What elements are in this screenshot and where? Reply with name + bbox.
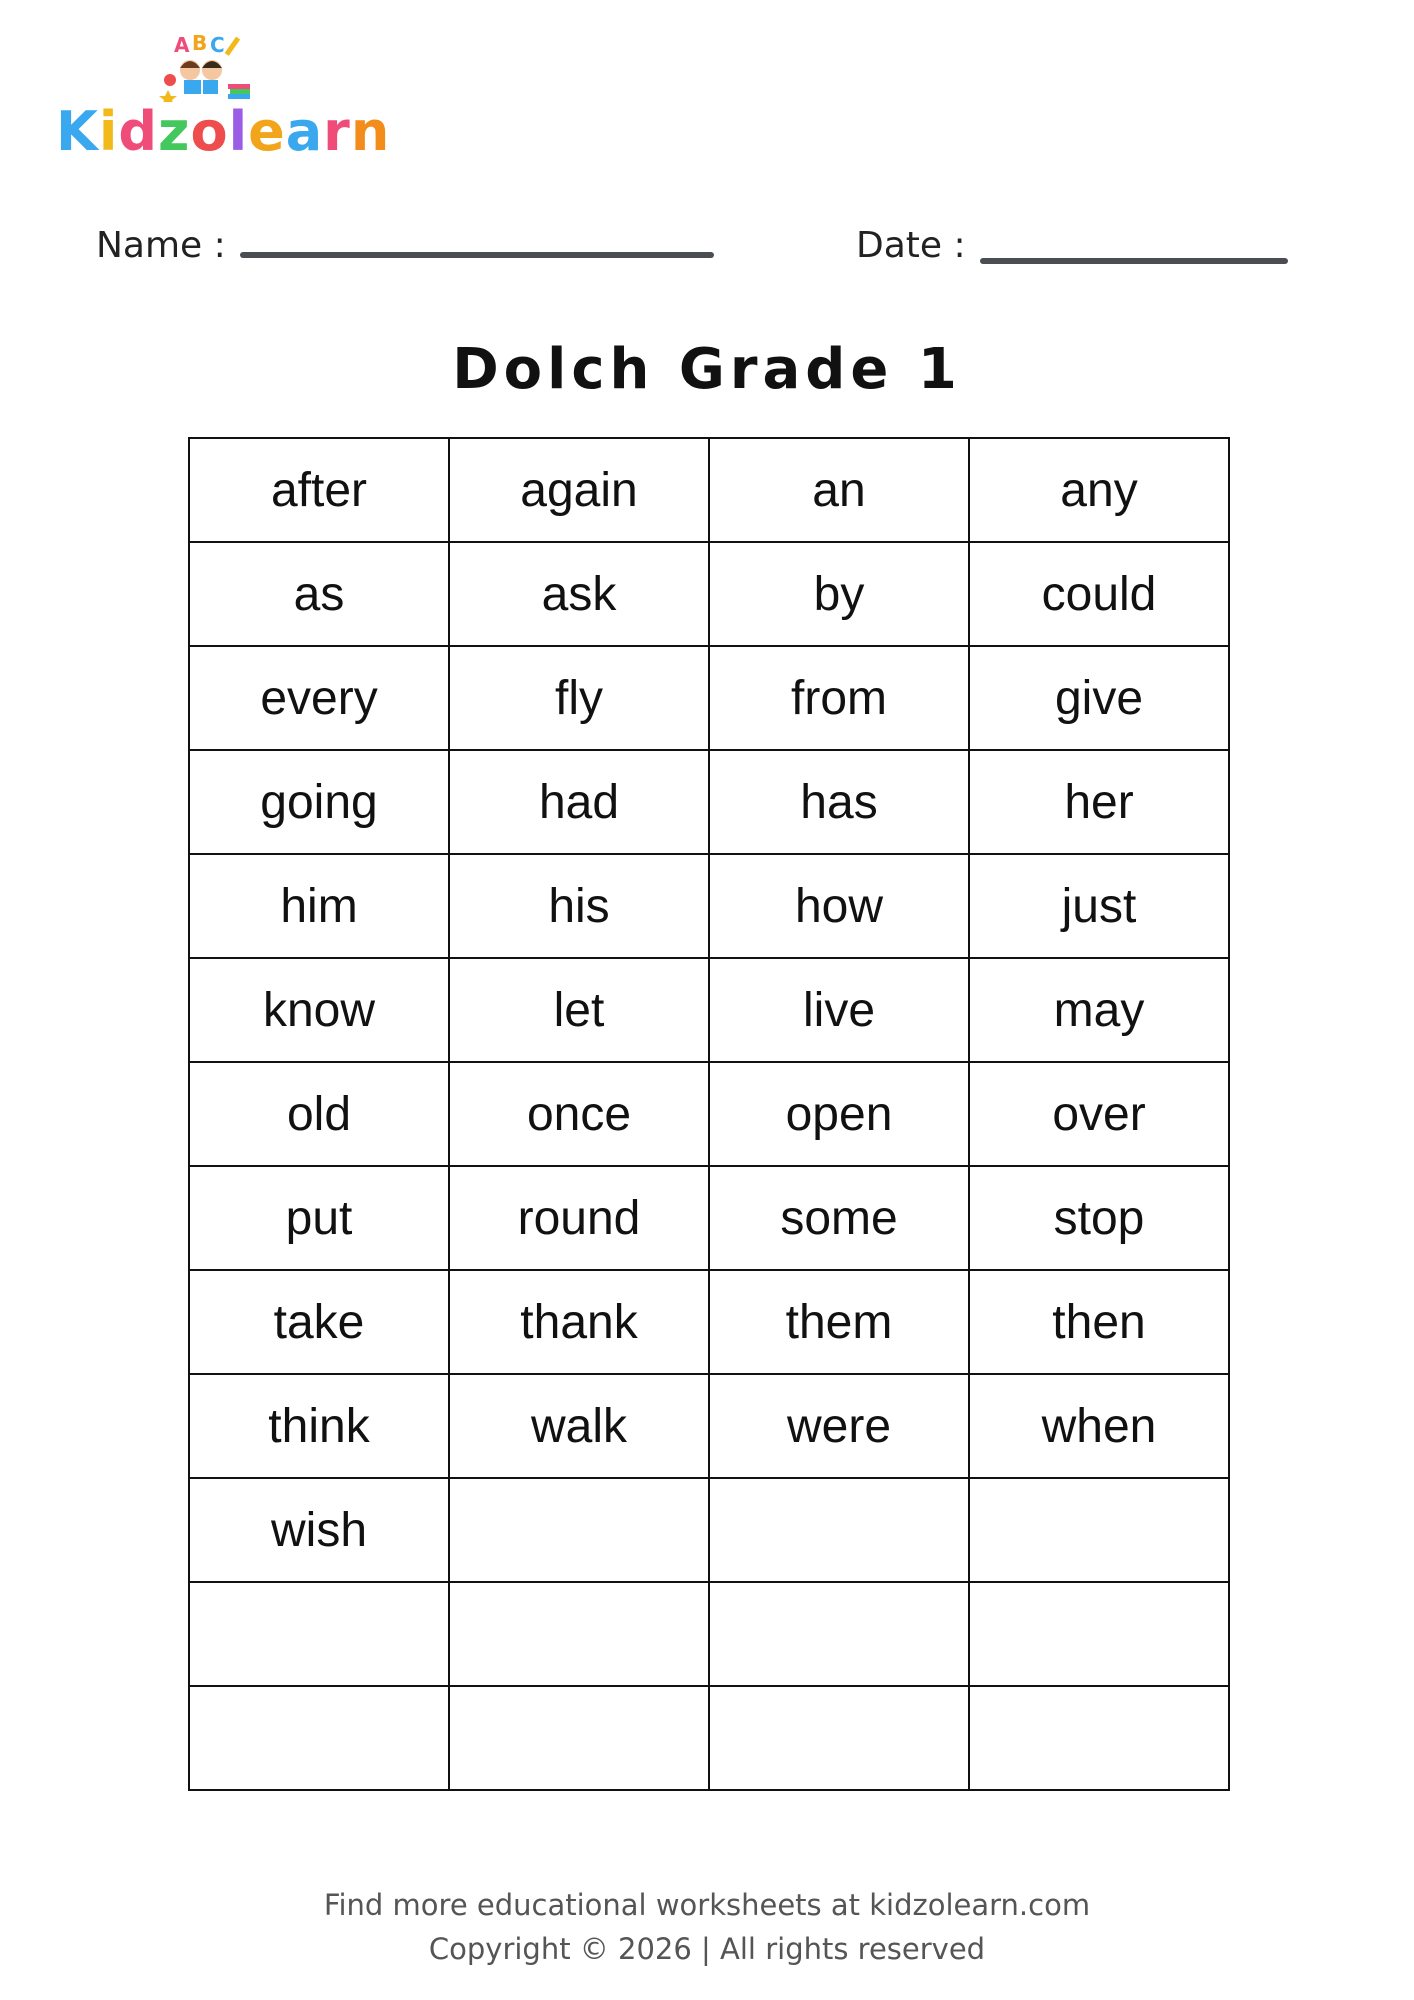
word-cell: by (709, 542, 969, 646)
word-cell: them (709, 1270, 969, 1374)
word-cell: take (189, 1270, 449, 1374)
word-cell: just (969, 854, 1229, 958)
word-cell: him (189, 854, 449, 958)
word-cell: may (969, 958, 1229, 1062)
word-cell (969, 1686, 1229, 1790)
word-cell: round (449, 1166, 709, 1270)
word-cell: once (449, 1062, 709, 1166)
kidzolearn-logo (52, 30, 391, 163)
svg-text:A: A (174, 33, 190, 57)
word-cell (709, 1686, 969, 1790)
word-cell (449, 1686, 709, 1790)
word-cell: going (189, 750, 449, 854)
word-cell (709, 1478, 969, 1582)
table-row (189, 1270, 1229, 1374)
date-blank-line (980, 258, 1288, 264)
word-cell: were (709, 1374, 969, 1478)
word-cell: think (189, 1374, 449, 1478)
logo-letter: d (118, 100, 159, 163)
word-cell: again (449, 438, 709, 542)
word-cell (449, 1478, 709, 1582)
table-row (189, 1478, 1229, 1582)
logo-letter: r (323, 100, 351, 163)
sight-word-table (188, 437, 1230, 1791)
logo-letter: e (248, 100, 286, 163)
logo-wordmark (56, 102, 390, 162)
word-cell: his (449, 854, 709, 958)
word-cell (189, 1582, 449, 1686)
word-cell: put (189, 1166, 449, 1270)
logo-letter: z (158, 100, 191, 163)
word-cell: old (189, 1062, 449, 1166)
word-cell: has (709, 750, 969, 854)
word-cell (189, 1686, 449, 1790)
word-cell: walk (449, 1374, 709, 1478)
worksheet-title: Dolch Grade 1 (452, 337, 962, 402)
svg-text:B: B (192, 31, 208, 55)
word-cell: know (189, 958, 449, 1062)
word-cell: let (449, 958, 709, 1062)
logo-letter: l (228, 100, 249, 163)
word-cell: an (709, 438, 969, 542)
word-cell (969, 1582, 1229, 1686)
logo-letter: K (56, 100, 99, 163)
word-cell: after (189, 438, 449, 542)
logo-letter: i (98, 100, 119, 163)
word-cell: stop (969, 1166, 1229, 1270)
table-row (189, 958, 1229, 1062)
footer-copyright: Copyright © 2026 | All rights reserved (428, 1932, 986, 1966)
word-cell: some (709, 1166, 969, 1270)
word-cell: ask (449, 542, 709, 646)
footer-website-note: Find more educational worksheets at kidzolearn.com (323, 1888, 1091, 1922)
table-row (189, 1374, 1229, 1478)
word-cell: from (709, 646, 969, 750)
word-cell (969, 1478, 1229, 1582)
word-cell: live (709, 958, 969, 1062)
word-cell: over (969, 1062, 1229, 1166)
word-cell: wish (189, 1478, 449, 1582)
word-cell: fly (449, 646, 709, 750)
word-cell: open (709, 1062, 969, 1166)
word-cell: then (969, 1270, 1229, 1374)
word-cell: how (709, 854, 969, 958)
date-label: Date : (856, 225, 966, 266)
word-cell: give (969, 646, 1229, 750)
word-cell: as (189, 542, 449, 646)
word-cell: every (189, 646, 449, 750)
word-cell (709, 1582, 969, 1686)
word-cell: had (449, 750, 709, 854)
name-label: Name : (96, 225, 226, 266)
svg-text:C: C (210, 33, 225, 57)
table-row (189, 1582, 1229, 1686)
logo-letter: n (350, 100, 391, 163)
table-row (189, 854, 1229, 958)
logo-letter: o (190, 100, 229, 163)
table-row (189, 438, 1229, 542)
table-row (189, 1166, 1229, 1270)
table-row (189, 750, 1229, 854)
word-cell: when (969, 1374, 1229, 1478)
table-row (189, 1062, 1229, 1166)
table-row (189, 646, 1229, 750)
kids-reading-icon (144, 30, 264, 102)
name-blank-line (240, 252, 714, 258)
table-row (189, 1686, 1229, 1790)
logo-letter: a (285, 100, 324, 163)
word-cell: her (969, 750, 1229, 854)
word-cell: could (969, 542, 1229, 646)
table-row (189, 542, 1229, 646)
word-cell (449, 1582, 709, 1686)
word-cell: any (969, 438, 1229, 542)
word-cell: thank (449, 1270, 709, 1374)
